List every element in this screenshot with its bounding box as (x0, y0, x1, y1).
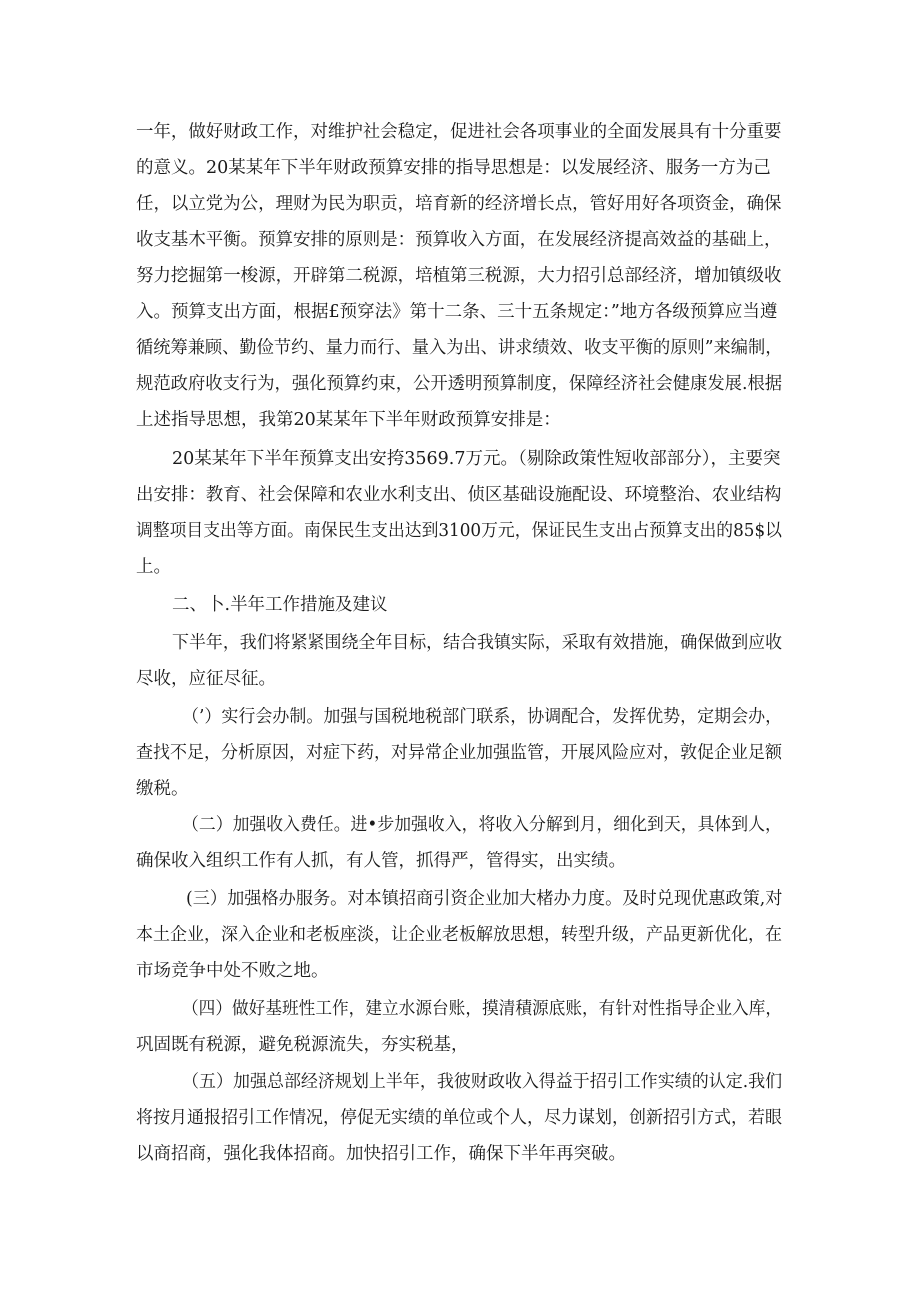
text-line: 出安排：教育、社会保障和农业水利支出、侦区基础设施配设、环境整治、农业结构 (136, 485, 782, 505)
text-line: 确保收入组织工作有人抓，有人管，抓得严，管得实，出实绩。 (136, 851, 626, 871)
text-line: （二）加强收入费任。进•步加强收入，将收入分解到月，细化到天，具体到人， (182, 815, 782, 835)
text-line: 上。 (136, 557, 171, 577)
text-line: 市场竞争中处不败之地。 (136, 961, 329, 981)
text-line: 调整项目支出等方面。南保民生支出达到3100万元，保证民生支出占预算支出的85$以 (136, 521, 782, 541)
text-line: 入。预算支出方面，根据£预穿法》第十二条、三十五条规定：”地方各级预算应当遵 (136, 302, 778, 322)
text-line: 收支基木平衡。预算安排的原则是：预算收入方面，在发展经济提高效益的基础上， (136, 230, 782, 250)
text-line: 一年，做好财政工作，对维护社会稳定，促进社会各项事业的全面发展具有十分重要 (136, 122, 782, 142)
text-line: 循统筹兼顾、勤俭节约、量力而行、量入为出、讲求绩效、收支平衡的原则”来编制， (136, 338, 783, 358)
text-line: 20某某年下半年预算支出安挎3569.7万元。（剔除政策性短收部部分），主要突 (172, 449, 781, 469)
text-line: 巩固既有税源，避免税源流失，夯实税基， (136, 1035, 469, 1055)
text-line: 努力挖掘第一梭源，开辟第二税源，培植第三税源，大力招引总部经济，增加镇级收 (136, 266, 782, 286)
text-line: （五）加强总部经济规划上半年，我彼财政收入得益于招引工作实绩的认定.我们 (182, 1072, 783, 1092)
text-line: （’）实行会办制。加强与国税地税部门联系，协调配合，发挥优势，定期会办， (182, 707, 783, 727)
text-line: 任，以立党为公，理财为民为职贡，培育新的经济增长点，管好用好各项资金，确保 (136, 194, 782, 214)
section-heading: 二、卜.半年工作措施及建议 (172, 595, 388, 615)
text-line: 本土企业，深入企业和老板座淡，让企业老板解放思想，转型升级，产品更新优化，在 (136, 925, 782, 945)
text-line: 规范政府收支行为，强化预算约束，公开透明预算制度，保障经济社会健康发展.根据 (136, 374, 783, 394)
text-line: 查找不足，分析原因，对症下药，对异常企业加强监管，开展风险应对，敦促企业足额 (136, 743, 782, 763)
text-line: 上述指导思想，我第20某某年下半年财政预算安排是： (136, 410, 561, 430)
text-line: 的意义。20某某年下半年财政预算安排的指导思想是：以发展经济、服务一方为己 (136, 158, 771, 178)
text-line: 缴税。 (136, 779, 189, 799)
text-line: （四）做好基班性工作，建立水源台账，摸清積源底账，有针对性指导企业入库， (182, 999, 783, 1019)
text-line: 下半年，我们将紧紧围绕全年目标，结合我镇实际，采取有效措施，确保做到应收 (172, 633, 783, 653)
text-line: 尽收，应征尽征。 (136, 669, 276, 689)
text-line: 将按月通报招引工作情况，停促无实绩的单位或个人，尽力谋划，创新招引方式，若眼 (136, 1108, 782, 1128)
text-line: 以商招商，强化我体招商。加快招引工作，确保下半年再突破。 (136, 1144, 626, 1164)
text-line: (三）加强格办服务。对本镇招商引资企业加大楮办力度。及时兑现优惠政策,对 (186, 889, 783, 909)
